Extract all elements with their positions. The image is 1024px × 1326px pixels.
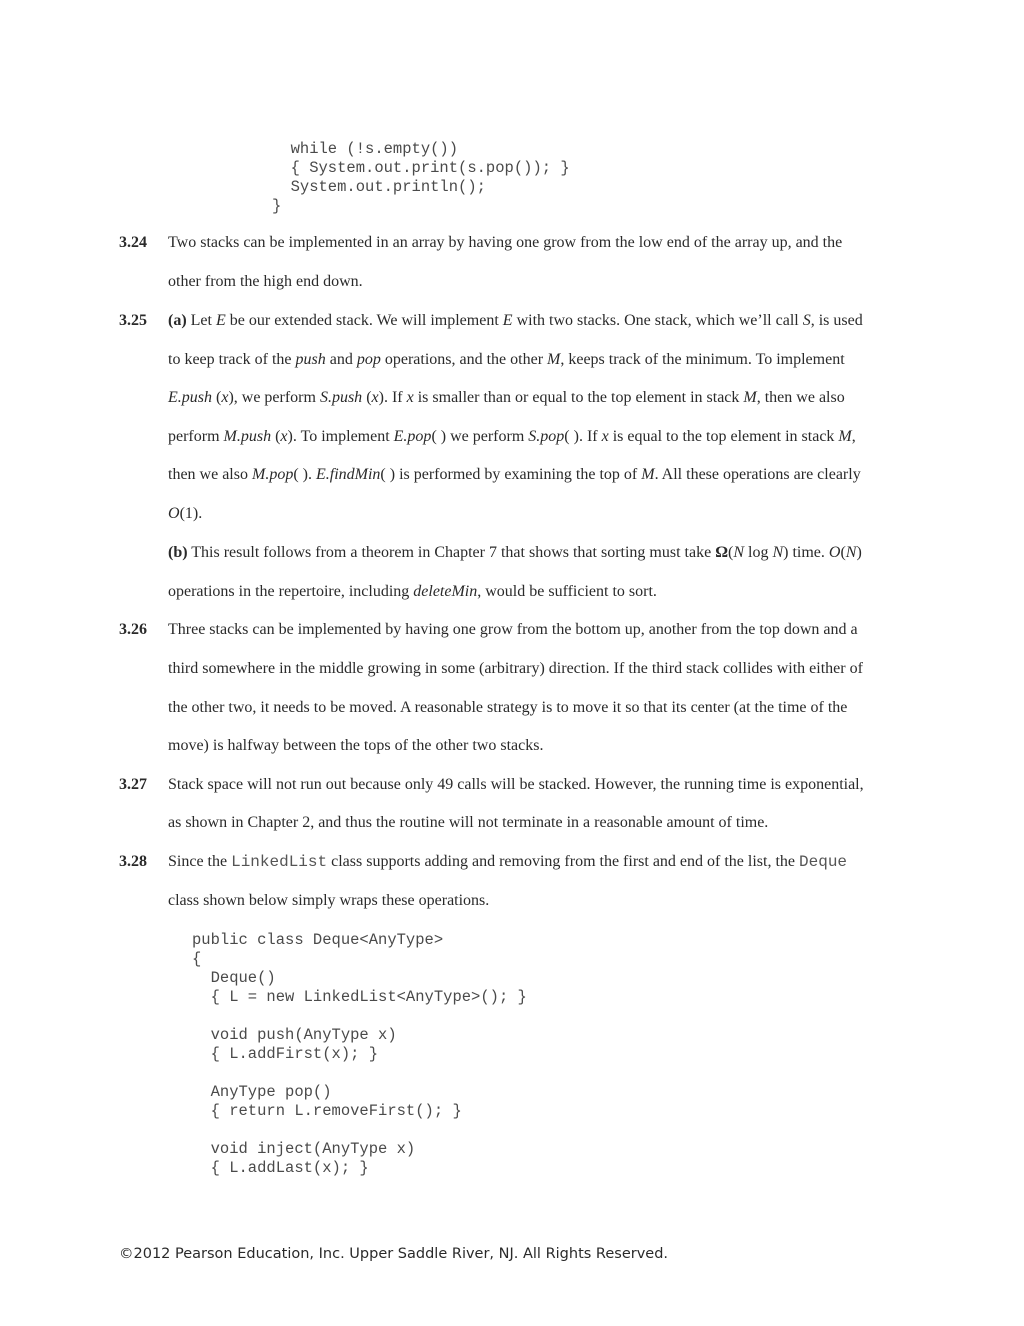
section-text-line: (b) This result follows from a theorem in Chapter 7 that shows that sorting must take Ω(N log N) time. O(N) bbox=[168, 544, 862, 561]
section-text-line: operations in the repertoire, including deleteMin, would be sufficient to sort. bbox=[168, 583, 657, 600]
class-name-code: LinkedList bbox=[231, 853, 328, 871]
section-text-line: E.push (x), we perform S.push (x). If x is smaller than or equal to the top element in stack M, then we also bbox=[168, 389, 845, 406]
section-number: 3.24 bbox=[119, 234, 147, 251]
section-text-line: class shown below simply wraps these operations. bbox=[168, 892, 490, 909]
omega-symbol: Ω bbox=[715, 544, 728, 561]
section-text-line: as shown in Chapter 2, and thus the routine will not terminate in a reasonable amount of time. bbox=[168, 814, 769, 831]
section-text-line: Since the LinkedList class supports adding and removing from the first and end of the list, the Deque bbox=[168, 853, 848, 871]
code-fragment-top: while (!s.empty()) { System.out.print(s.pop()); } System.out.println(); } bbox=[272, 140, 570, 215]
section-text-line: perform M.push (x). To implement E.pop( ) we perform S.pop( ). If x is equal to the top element in stack M, bbox=[168, 428, 856, 445]
section-text-line: the other two, it needs to be moved. A reasonable strategy is to move it so that its center (at the time of the bbox=[168, 699, 848, 716]
section-text-line: Two stacks can be implemented in an array by having one grow from the low end of the array up, and the bbox=[168, 234, 843, 251]
class-name-code: Deque bbox=[799, 853, 848, 871]
section-number: 3.26 bbox=[119, 621, 147, 638]
code-listing-deque: public class Deque<AnyType> { Deque() { L = new LinkedList<AnyType>(); } void push(AnyType x) { L.addFirst(x); } AnyType pop() { return L.removeFirst(); } void inject(AnyType x) { L.addLast(x); } bbox=[192, 931, 527, 1177]
section-text-line: other from the high end down. bbox=[168, 273, 363, 290]
section-text-line: third somewhere in the middle growing in some (arbitrary) direction. If the third stack collides with either of bbox=[168, 660, 863, 677]
section-text-line: Stack space will not run out because only 49 calls will be stacked. However, the running time is exponential, bbox=[168, 776, 864, 793]
section-text-line: (a) Let E be our extended stack. We will implement E with two stacks. One stack, which we’ll call S, is used bbox=[168, 312, 863, 329]
section-text-line: to keep track of the push and pop operations, and the other M, keeps track of the minimum. To implement bbox=[168, 351, 845, 368]
page-footer: ©2012 Pearson Education, Inc. Upper Saddle River, NJ. All Rights Reserved. bbox=[119, 1246, 669, 1262]
section-number: 3.27 bbox=[119, 776, 147, 793]
section-number: 3.28 bbox=[119, 853, 147, 870]
section-text-line: move) is halfway between the tops of the other two stacks. bbox=[168, 737, 544, 754]
section-text-line: then we also M.pop( ). E.findMin( ) is performed by examining the top of M. All these operations are clearly bbox=[168, 466, 861, 483]
section-number: 3.25 bbox=[119, 312, 147, 329]
section-text-line: O(1). bbox=[168, 505, 203, 522]
section-text-line: Three stacks can be implemented by having one grow from the bottom up, another from the top down and a bbox=[168, 621, 858, 638]
